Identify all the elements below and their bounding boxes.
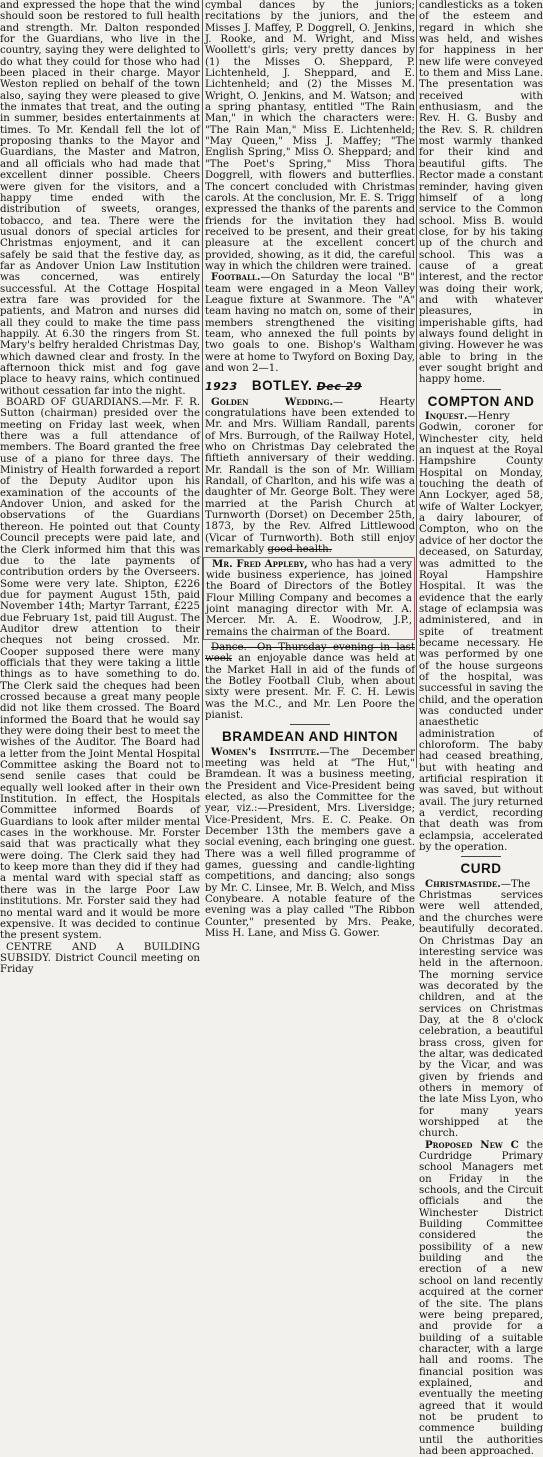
column-middle — [205, 0, 415, 940]
section-heading-curdridge: CURD — [460, 861, 502, 877]
golden-wedding-paragraph — [205, 397, 415, 556]
section-title: BOTLEY. — [251, 378, 313, 394]
christmastide-paragraph — [419, 879, 543, 1140]
struck-text: good health. — [267, 544, 332, 556]
inquest-paragraph — [419, 411, 543, 853]
paragraph-lead: Proposed New C — [425, 1138, 519, 1151]
womens-institute-paragraph — [205, 747, 415, 940]
paragraph-lead: Inquest. — [425, 410, 468, 423]
column-rule — [202, 0, 203, 768]
paragraph-text: —The December meeting was held at "The Hut," Bramdean. It was a business meeting, the President and Vice-President being elected, as also the Committee for the year, viz.:—President, Mrs. Liversidge; Vice-President, Mrs. E. C. Peake. On December 13th the members gave a social evening, each bringing one guest. There was a well filled programme of games, guessing and candle-lighting competitions, and dancing; also songs by Mr. C. Linsee, Mr. B. Welch, and Miss Conybeare. A notable feature of the evening was a play called "The Ribbon Counter," presented by Mrs. Peake, Miss H. Lane, and Miss G. Gower. — [205, 746, 415, 940]
column-rule — [416, 0, 417, 768]
handwritten-year: 1923 — [205, 380, 238, 394]
divider — [461, 856, 501, 857]
column-right — [419, 0, 543, 1457]
proposed-paragraph — [419, 1140, 543, 1457]
paragraph-text: —Henry Godwin, coroner for Winchester city, held an inquest at the Royal Hampshire County Hospital on Monday, touching the death of Ann Lockyer, aged 58, wife of Walter Lockyer, a dairy labourer, of Compton, who on the advice of her doctor the deceased, on Saturday, was admitted to the Royal Hampshire Hospital. It was the evidence that the early stage of eclampsia was administered, and in spite of treatment became necessary. He was performed by one of the house surgeons of the hospital, was successful in saving the child, and the operation was conducted under anaesthetic administration of chloroform. The baby had ceased breathing, but with heating and artificial respiration it was saved, but without avail. The jury returned a verdict, recording that death was from eclampsia, accelerated by the operation. — [419, 411, 543, 854]
football-paragraph — [205, 272, 415, 374]
article-paragraph: candlesticks as a token of the esteem and regard in which she was held, and wishes for happiness in her new life were conveyed to them and Miss Lane. The presentation was received with enthusiasm, and the Rev. H. G. Busby and the Rev. S. R. children most warmly thanked for their kind and beautiful gifts. The Rector made a constant reminder, having given himself of a long service to the Common school. Miss B. would close, for by his taking up of the church and school. This was a cause of a great interest, and the rector was doing their work, and with whatever pleasures, in imperishable gifts, had always found delight in giving. However he was able to bring in the ever sought bright and happy home. — [419, 0, 543, 386]
paragraph-lead: Golden Wedding. — [211, 395, 334, 408]
section-heading-botley — [205, 380, 415, 392]
column-left — [0, 0, 200, 976]
article-paragraph: BOARD OF GUARDIANS.—Mr. F. R. Sutton (chairman) presided over the meeting on Friday last week, when there was a full attendance of members. The Board granted the free use of a piano for three days. The Ministry of Health forwarded a report of the Deputy Auditor upon his examination of the accounts of the Andover Union, and asked for the observations of the Guardians thereon. He pointed out that County Council precepts were paid late, and the Clerk informed him that this was due to the late payments of contribution orders by the Overseers. Some were very late. Shipton, £226 due for payment August 15th, paid November 14th; Martyr Tarrant, £225 due February 1st, paid till August. The Auditor drew attention to their cheques not being crossed. Mr. Cooper supposed there were many officials that they were taking a little things as to have something to do. The Clerk said the cheques had been crossed because a great many people did not like them crossed. The Board informed the Board that he would say they were doing their best to meet the wishes of the Auditor. The Board had a letter from the Joint Mental Hospital Committee asking the Board not to send senile cases that could be equally well looked after in their own Institution. In effect, the Hospitals Committee informed Boards of Guardians to look after milder mental cases in the workhouse. Mr. Forster said that was practically what they were doing. The Clerk said they had to keep more than they did if they had a mental ward with special staff as there was in the large Poor Law institutions. Mr. Forster said they had no mental ward and it would be more expensive. It was decided to continue the present system. — [0, 397, 200, 942]
article-paragraph: and expressed the hope that the wind should soon be restored to full health and strength. Mr. Dalton responded for the Guardians, who live in the country, saying they were delighted to do what they could for those who had been placed in their charge. Mayor Weston replied on behalf of the town also, saying they were pleased to give the inmates that treat, and the outing in summer, besides entertainments at times. To Mr. Kendall fell the lot of proposing thanks to the Mayor and Guardians, the Master and Matron, and all officials who had made that excellent dinner possible. Cheers were given for the visitors, and a happy time ended with the distribution of sweets, oranges, tobacco, and tea. There were the usual donors of special articles for Christmas enjoyment, and it can safely be said that the festive day, as far as Andover Union Law Institution was concerned, was entirely successful. At the Cottage Hospital extra fare was provided for the patients, and Matron and nurses did all they could to make the time pass happily. At 6.30 the ringers from St. Mary's belfry heralded Christmas Day, which dawned clear and frosty. In the afternoon thick mist and fog gave place to heavy rains, which continued without cessation far into the night. — [0, 0, 200, 397]
section-heading-compton: COMPTON AND — [427, 393, 535, 409]
paragraph-lead: Football. — [211, 271, 261, 284]
struck-text: Dance.—On Thursday evening in last week — [205, 641, 415, 665]
paragraph-lead: Women's Institute. — [211, 745, 320, 758]
section-heading-bramdean: BRAMDEAN AND HINTON — [222, 729, 398, 745]
paragraph-text: an enjoyable dance was held at the Market Hall in aid of the funds of the Botley Football Club, when about sixty were present. Mr. F. C. H. Lewis was the M.C., and Mr. Len Poore the pianist. — [205, 653, 415, 721]
article-paragraph: cymbal dances by the juniors; recitations by the juniors, and the Misses J. Maffey, P. Doggrell, O. Jenkins, J. Rooke, and M. Wright, and Miss Woollett's girls; very pretty dances by (1) the Misses O. Sheppard, P. Lichtenheld, J. Sheppard, and E. Lichtenheld; and (2) the Misses M. Wright, O. Jenkins, and M. Watson; and a spring phantasy, entitled "The Rain Man," in which the characters were: "The Rain Man," Miss E. Lichtenheld; "May Queen," Miss J. Maffey; "The English Spring," Miss O. Sheppard; and "The Poet's Spring," Miss Thora Doggrell, with flowers and butterflies. The concert concluded with Christmas carols. At the conclusion, Mr. E. S. Trigg expressed the thanks of the parents and friends for the invitation they had received to be present, and their great pleasure at the excellent concert provided, showing, as it did, the careful way in which the children were trained. — [205, 0, 415, 272]
appleby-paragraph — [206, 559, 412, 638]
divider — [290, 724, 330, 725]
paragraph-text: — Hearty congratulations have been extended to Mr. and Mrs. William Randall, parents of Mrs. Burrough, of the Railway Hotel, who on Christmas Day celebrated the fiftieth anniversary of their wedding. Mr. Randall is the son of Mr. William Randall, of Charlton, and his wife was a daughter of Mr. George Bolt. They were married at the Parish Church at Turnworth (Dorset) on December 25th, 1873, by the Rev. Alfred Littlewood (Vicar of Turnworth). Both still enjoy remarkably — [205, 396, 415, 556]
paragraph-lead: Christmastide. — [425, 877, 501, 890]
article-paragraph: CENTRE AND A BUILDING SUBSIDY. District Council meeting on Friday — [0, 941, 200, 976]
paragraph-lead: Mr. Fred Appleby, — [212, 557, 308, 570]
paragraph-text: who has had a very wide business experience, has joined the Board of Directors of the Botley Flour Milling Company and becomes a joint managing director with Mr. A. Mercer. Mr. A. E. Woodrow, J.P., remains the chairman of the Board. — [206, 558, 413, 638]
divider — [461, 389, 501, 390]
paragraph-text: —The Christmas services were well attended, and the churches were beautifully decorated. On Christmas Day an interesting service was held in the afternoon. The morning service was decorated by the children, and at the services on Christmas Day, at the 8 o'clock celebration, a beautiful brass cross, given for the altar, was dedicated by the Vicar, and was given by friends and others in memory of the late Miss Lyon, who for many years worshipped at the church. — [419, 878, 543, 1140]
dance-paragraph — [205, 642, 415, 721]
paragraph-text: —On Saturday the local "B" team were engaged in a Meon Valley League fixture at Swanmore. The "A" team having no match on, some of their members strengthened the visiting team, who annexed the full points by two goals to one. Bishop's Waltham were at home to Twyford on Boxing Day, and won 2—1. — [205, 272, 415, 374]
highlighted-clipping-box — [203, 557, 415, 640]
paragraph-text: the Curdridge Primary school Managers met on Friday in the schools, and the Circuit officials and the Winchester District Building Committee considered the possibility of a new building and the erection of a new school on land recently acquired at the corner of the site. The plans were being prepared, and provide for a building of a suitable character, with a large hall and rooms. The financial position was explained, and eventually the meeting agreed that it would not be prudent to commence building until the authorities had been approached. — [419, 1139, 543, 1457]
handwritten-date: Dec 29 — [316, 380, 362, 394]
